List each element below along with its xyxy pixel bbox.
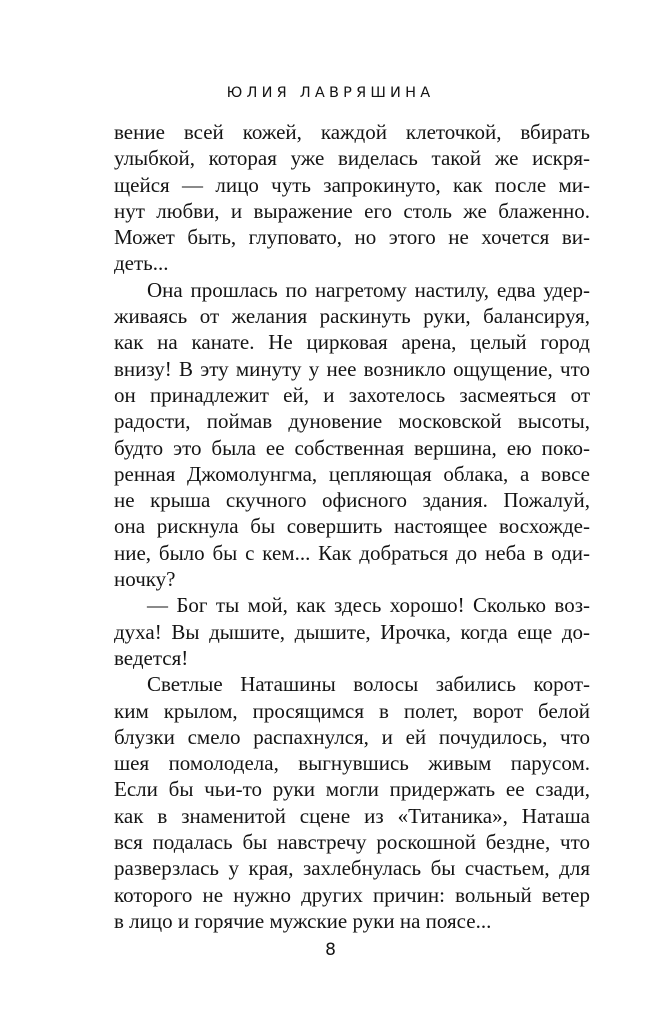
text-line: будто это была ее собственная вершина, ею поко- (114, 435, 590, 460)
text-line: вся подалась бы навстречу роскошной бездне, что (114, 830, 590, 855)
text-line: духа! Вы дышите, дышите, Ирочка, когда еще до- (114, 619, 590, 644)
text-line: ведется! (114, 645, 189, 670)
paragraph (114, 671, 590, 934)
paragraph (114, 119, 590, 277)
text-line: ночку? (114, 567, 176, 592)
text-line: радости, поймав дуновение московской высоты, (114, 409, 590, 434)
text-line: — Бог ты мой, как здесь хорошо! Сколько воз- (147, 593, 590, 618)
text-line: он принадлежит ей, и захотелось засмеяться от (114, 382, 590, 407)
paragraph (114, 277, 590, 593)
text-line: не крыша скучного офисного здания. Пожалуй, (114, 488, 590, 513)
text-line: Светлые Наташины волосы забились корот- (147, 672, 590, 697)
page-number: 8 (325, 940, 336, 960)
body-text (114, 119, 590, 934)
text-line: ким крылом, просящимся в полет, ворот белой (114, 698, 590, 723)
text-line: в лицо и горячие мужские руки на поясе... (114, 908, 492, 933)
paragraph (114, 592, 590, 671)
text-line: улыбкой, которая уже виделась такой же искря- (114, 146, 590, 171)
text-line: внизу! В эту минуту у нее возникло ощущение, что (114, 356, 590, 381)
text-line: она рискнула бы совершить настоящее восхожде- (114, 514, 590, 539)
text-line: которого не нужно других причин: вольный ветер (114, 882, 590, 907)
text-line: Может быть, глуповато, но этого не хочется ви- (114, 225, 590, 250)
text-line: вение всей кожей, каждой клеточкой, вбирать (114, 120, 590, 144)
text-line: ние, было бы с кем... Как добраться до неба в оди- (114, 540, 590, 565)
text-line: живаясь от желания раскинуть руки, балансируя, (114, 304, 590, 329)
text-line: ренная Джомолунгма, цепляющая облака, а вовсе (114, 461, 590, 486)
text-line: шея помолодела, выгнувшись живым парусом. (114, 751, 590, 776)
text-line: щейся — лицо чуть запрокинуто, как после ми- (114, 172, 590, 197)
text-line: деть... (114, 251, 169, 276)
text-line: Если бы чьи-то руки могли придержать ее сзади, (114, 777, 590, 802)
text-line: разверзлась у края, захлебнулась бы счастьем, для (114, 856, 590, 881)
text-line: Она прошлась по нагретому настилу, едва удер- (147, 277, 590, 302)
running-head: ЮЛИЯ ЛАВРЯШИНА (226, 85, 435, 101)
text-line: как на канате. Не цирковая арена, целый город (114, 330, 590, 355)
text-line: блузки смело распахнулся, и ей почудилось, что (114, 724, 590, 749)
text-line: нут любви, и выражение его столь же блаженно. (114, 198, 590, 223)
text-line: как в знаменитой сцене из «Титаника», Наташа (114, 803, 590, 828)
